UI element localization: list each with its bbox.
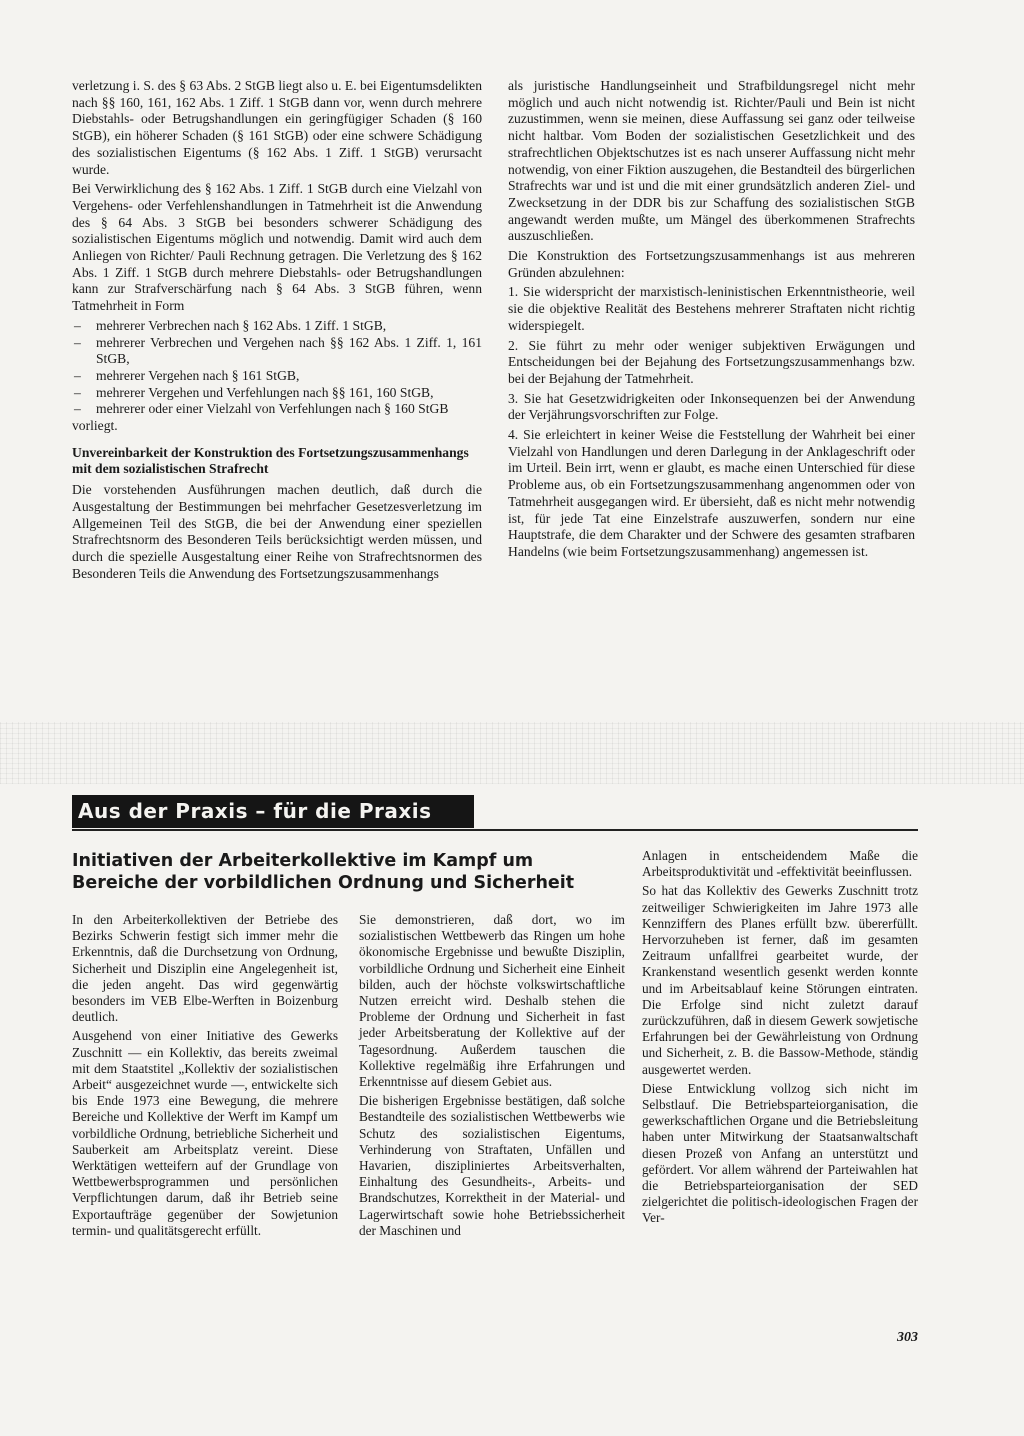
paragraph: Die vorstehenden Ausführungen machen deutlich, daß durch die Ausgestaltung der Bestimmungen bei mehrfacher Gesetzesverletzung im Allgemeinen Teil des StGB, die bei der Anwendung einer speziellen Strafrechtsnorm des Besonderen Teils berücksichtigt werden müssen, und durch die spezielle Ausgestaltung einer Reihe von Strafrechtsnormen des Besonderen Teils die Anwendung des Fortsetzungszusammenhangs — [72, 482, 482, 581]
paragraph: Diese Entwicklung vollzog sich nicht im Selbstlauf. Die Betriebsparteiorganisation, die gewerkschaftlichen Organe und die Betriebsleitung haben unter Mitwirkung der Staatsanwaltschaft diesen Prozeß von Anfang an unterstützt und gefördert. Vor allem während der Parteiwahlen hat die Betriebsparteiorganisation der SED zielgerichtet die politisch-ideologischen Fragen der Ver- — [642, 1080, 918, 1226]
list-item: – mehrerer Verbrechen und Vergehen nach §§ 162 Abs. 1 Ziff. 1, 161 StGB, — [72, 335, 482, 368]
column-4 — [359, 912, 625, 1242]
column-5 — [642, 848, 918, 1230]
paragraph: 2. Sie führt zu mehr oder weniger subjektiven Erwägungen und Entscheidungen bei der Bejahung des Fortsetzungszusammenhangs bzw. bei der Bejahung der Tatmehrheit. — [508, 337, 915, 386]
page-number: 303 — [897, 1330, 918, 1345]
paragraph: 3. Sie hat Gesetzwidrigkeiten oder Inkonsequenzen bei der Anwendung der Verjährungsvorschriften zur Folge. — [508, 390, 915, 423]
paragraph: In den Arbeiterkollektiven der Betriebe des Bezirks Schwerin festigt sich immer mehr die Erkenntnis, daß die Durchsetzung von Ordnung, Sicherheit und Disziplin eine Angelegenheit ist, die jeden angeht. Das wird gegenwärtig besonders im VEB Elbe-Werften in Boizenburg deutlich. — [72, 912, 338, 1025]
section-banner: Aus der Praxis – für die Praxis — [72, 795, 474, 828]
paragraph: Die Konstruktion des Fortsetzungszusammenhangs ist aus mehreren Gründen abzulehnen: — [508, 248, 915, 280]
horizontal-rule — [72, 829, 918, 831]
list-item: – mehrerer Vergehen und Verfehlungen nach §§ 161, 160 StGB, — [72, 385, 482, 402]
scan-noise-band — [0, 722, 1024, 784]
column-2 — [508, 78, 915, 564]
paragraph: 4. Sie erleichtert in keiner Weise die Feststellung der Wahrheit bei einer Vielzahl von Handlungen und deren Darlegung in der Anklageschrift oder im Urteil. Bein irrt, wenn er glaubt, es mache einen Unterschied für diese Probleme aus, ob ein Fortsetzungszusammenhang angenommen oder von Tatmehrheit ausgegangen wird. Er übersieht, daß es nicht mehr notwendig ist, für jede Tat eine Einzelstrafe auszuwerfen, sondern nur eine Hauptstrafe, die dem Charakter und der Schwere des gesamten strafbaren Handelns (wie beim Fortsetzungszusammenhang) angemessen ist. — [508, 427, 915, 559]
paragraph: Ausgehend von einer Initiative des Gewerks Zuschnitt — ein Kollektiv, das bereits zweimal mit dem Staatstitel „Kollektiv der sozialistischen Arbeit“ ausgezeichnet wurde —, entwickelte sich bis Ende 1973 eine Bewegung, die mehrere Bereiche und Kollektive der Werft im Kampf um vorbildliche Ordnung, betriebliche Sicherheit und Sauberkeit am Arbeitsplatz vereint. Diese Werktätigen wetteifern auf der Grundlage von Wettbewerbsprogrammen und persönlichen Verpflichtungen darum, daß ihr Betrieb seine Exportaufträge gegenüber der Sowjetunion termin- und qualitätsgerecht erfüllt. — [72, 1028, 338, 1238]
column-3 — [72, 912, 338, 1242]
article-title: Initiativen der Arbeiterkollektive im Kampf um Bereiche der vorbildlichen Ordnung und Sicherheit — [72, 851, 575, 893]
paragraph: 1. Sie widerspricht der marxistisch-leninistischen Erkenntnistheorie, weil sie die objektive Realität des Bestehens mehrerer Straftaten nicht richtig widerspiegelt. — [508, 284, 915, 333]
paragraph: Anlagen in entscheidendem Maße die Arbeitsproduktivität und -effektivität beeinflussen. — [642, 848, 918, 880]
list-item: – mehrerer Verbrechen nach § 162 Abs. 1 Ziff. 1 StGB, — [72, 318, 482, 335]
paragraph: verletzung i. S. des § 63 Abs. 2 StGB liegt also u. E. bei Eigentumsdelikten nach §§ 160, 161, 162 Abs. 1 Ziff. 1 StGB dann vor, wenn durch mehrere Diebstahls- oder Betrugshandlungen ein geringfügiger Schaden (§ 160 StGB), ein höherer Schaden (§ 161 StGB) oder eine schwere Schädigung des sozialistischen Eigentums (§ 162 Abs. 1 Ziff. 1 StGB) verursacht wurde. — [72, 78, 482, 177]
paragraph: vorliegt. — [72, 418, 118, 434]
paragraph: Bei Verwirklichung des § 162 Abs. 1 Ziff. 1 StGB durch eine Vielzahl von Vergehens- oder Verfehlenshandlungen in Tatmehrheit ist die Anwendung des § 64 Abs. 3 StGB bei besonders schwerer Schädigung des sozialistischen Eigentums möglich und notwendig. Damit wird auch dem Anliegen von Richter/ Pauli Rechnung getragen. Die Verletzung des § 162 Abs. 1 Ziff. 1 StGB durch mehrere Diebstahls- oder Betrugshandlungen kann zur Strafverschärfung nach § 64 Abs. 3 StGB führen, wenn Tatmehrheit in Form — [72, 181, 482, 314]
paragraph: als juristische Handlungseinheit und Strafbildungsregel nicht mehr möglich und auch nicht notwendig ist. Richter/Pauli und Bein ist nicht zuzustimmen, wenn sie meinen, diese Auffassung sei ganz oder teilweise nicht haltbar. Vom Boden der sozialistischen Gesetzlichkeit und des strafrechtlichen Objektschutzes ist es nach unserer Auffassung nicht mehr notwendig, von einer Fiktion auszugehen, die Bestandteil des bürgerlichen Strafrechts war und ist und die mit einer grundsätzlich anderen Ziel- und Zwecksetzung in der DDR bis zur Schaffung des sozialistischen StGB angewandt werden mußte, um Mängel des überkommenen Strafrechts auszuschließen. — [508, 78, 915, 244]
paragraph: Sie demonstrieren, daß dort, wo im sozialistischen Wettbewerb das Ringen um hohe ökonomische Ergebnisse und bewußte Disziplin, vorbildliche Ordnung und Sicherheit eine Einheit bilden, auch der höchste volkswirtschaftliche Nutzen erreicht wird. Deshalb stehen die Probleme der Ordnung und Sicherheit in fast jeder Arbeitsberatung der Kollektive auf der Tagesordnung. Außerdem tauschen die Kollektive regelmäßig ihre Erfahrungen und Erkenntnisse auf diesem Gebiet aus. — [359, 912, 625, 1090]
paragraph: Die bisherigen Ergebnisse bestätigen, daß solche Bestandteile des sozialistischen Wettbewerbs wie Schutz des sozialistischen Eigentums, Verhinderung von Straftaten, Unfällen und Havarien, diszipliniertes Arbeitsverhalten, Einhaltung des Gesundheits-, Arbeits- und Brandschutzes, Korrektheit in der Material- und Lagerwirtschaft sowie hohe Betriebssicherheit der Maschinen und — [359, 1093, 625, 1238]
list-item: – mehrerer Vergehen nach § 161 StGB, — [72, 368, 482, 385]
column-1 — [72, 78, 482, 585]
dash-list — [72, 318, 482, 418]
paragraph: So hat das Kollektiv des Gewerks Zuschnitt trotz zeitweiliger Schwierigkeiten im Jahre 1973 alle Kennziffern des Planes erfüllt bzw. übererfüllt. Hervorzuheben ist ferner, daß im gesamten Zeitraum unfallfrei gearbeitet wurde, der Krankenstand wesentlich gesenkt werden konnte und im Arbeitsablauf keine Störungen eintraten. Die Erfolge sind nicht zuletzt darauf zurückzuführen, daß in diesem Gewerk sowjetische Erfahrungen bei der Gewährleistung von Ordnung und Sicherheit, z. B. die Bassow-Methode, ständig ausgewertet werden. — [642, 883, 918, 1077]
list-item: – mehrerer oder einer Vielzahl von Verfehlungen nach § 160 StGB — [72, 401, 482, 418]
section-heading: Unvereinbarkeit der Konstruktion des Fortsetzungszusammenhangs mit dem sozialistischen Strafrecht — [72, 444, 469, 477]
